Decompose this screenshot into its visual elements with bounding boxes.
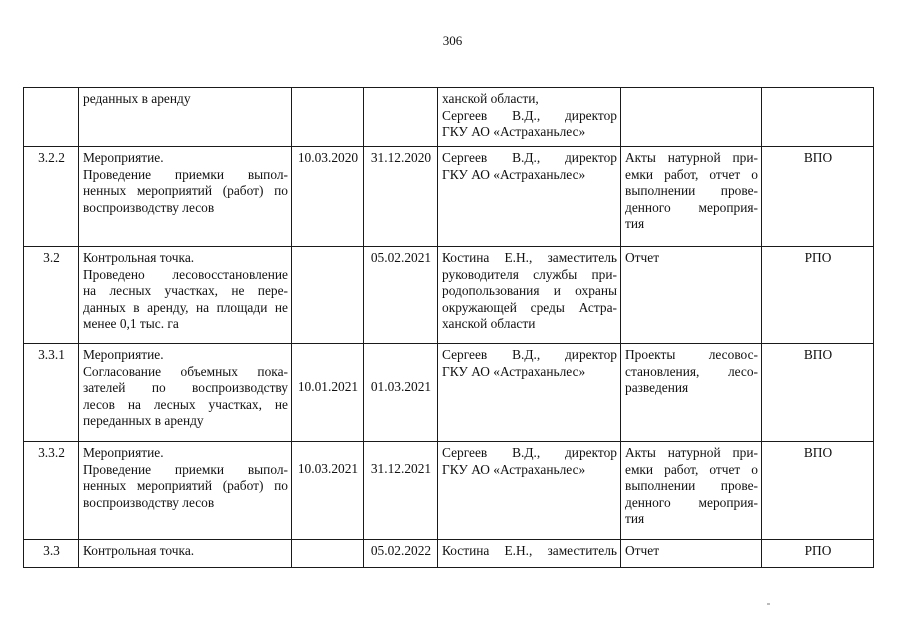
cell-code: ВПО bbox=[762, 147, 874, 247]
responsible-line: Сергеев В.Д., директор bbox=[442, 347, 617, 362]
cell-result bbox=[621, 147, 762, 247]
result-line: выполнении прове- bbox=[625, 183, 758, 198]
table-row bbox=[24, 344, 874, 442]
event-line: Мероприятие. bbox=[83, 347, 164, 362]
result-line: становления, лесо- bbox=[625, 363, 758, 379]
cell-number: 3.2.2 bbox=[24, 147, 79, 247]
cell-code: ВПО bbox=[762, 442, 874, 540]
event-line: Мероприятие. bbox=[83, 150, 164, 165]
result-line: выполнении прове- bbox=[625, 478, 758, 493]
cell-event bbox=[79, 344, 292, 442]
event-line: переданных в аренду bbox=[83, 413, 204, 428]
cell-number bbox=[24, 88, 79, 147]
cell-result bbox=[621, 344, 762, 442]
responsible-line: окружающей среды Астра- bbox=[442, 299, 617, 315]
responsible-line: ГКУ АО «Астраханьлес» bbox=[442, 461, 586, 477]
result-line: емки работ, отчет о bbox=[625, 461, 758, 477]
responsible-line: ханской области, bbox=[442, 91, 539, 106]
table-row bbox=[24, 88, 874, 147]
cell-result bbox=[621, 442, 762, 540]
result-line: Отчет bbox=[625, 543, 660, 558]
result-line: денного мероприя- bbox=[625, 199, 758, 215]
start-date-text: 10.03.2021 bbox=[297, 461, 359, 476]
event-line: Проведение приемки выпол- bbox=[83, 166, 288, 182]
responsible-line: ГКУ АО «Астраханьлес» bbox=[442, 124, 586, 139]
cell-event bbox=[79, 540, 292, 568]
event-line: Контрольная точка. bbox=[83, 250, 195, 265]
scan-speck bbox=[767, 603, 770, 605]
cell-result bbox=[621, 88, 762, 147]
cell-code bbox=[762, 88, 874, 147]
start-date-text: 10.01.2021 bbox=[297, 379, 359, 394]
result-line: разведения bbox=[625, 380, 689, 395]
event-line: на лесных участках, не пере- bbox=[83, 283, 288, 298]
result-line: тия bbox=[625, 511, 645, 526]
table-row bbox=[24, 442, 874, 540]
plan-table bbox=[23, 87, 874, 568]
cell-end-date: 05.02.2021 bbox=[364, 247, 438, 344]
cell-start-date bbox=[292, 442, 364, 540]
cell-start-date bbox=[292, 540, 364, 568]
event-line: зателей по воспроизводству bbox=[83, 380, 288, 395]
result-line: Акты натурной при- bbox=[625, 150, 758, 165]
cell-start-date bbox=[292, 247, 364, 344]
cell-start-date bbox=[292, 88, 364, 147]
end-date-text: 01.03.2021 bbox=[370, 379, 432, 394]
event-line: лесов на лесных участках, не bbox=[83, 396, 288, 412]
event-line: Согласование объемных пока- bbox=[83, 363, 288, 379]
result-line: денного мероприя- bbox=[625, 494, 758, 510]
responsible-line: ГКУ АО «Астраханьлес» bbox=[442, 166, 586, 182]
cell-code: РПО bbox=[762, 540, 874, 568]
cell-start-date bbox=[292, 344, 364, 442]
cell-number: 3.3.1 bbox=[24, 344, 79, 442]
table-row bbox=[24, 540, 874, 568]
event-line: Проведено лесовосстановление bbox=[83, 266, 288, 282]
responsible-line: Сергеев В.Д., директор bbox=[442, 107, 617, 123]
event-line: ненных мероприятий (работ) по bbox=[83, 183, 288, 198]
responsible-line: ханской области bbox=[442, 316, 536, 331]
cell-event bbox=[79, 147, 292, 247]
event-line: Проведение приемки выпол- bbox=[83, 461, 288, 477]
cell-responsible bbox=[438, 540, 621, 568]
responsible-line: Костина Е.Н., заместитель bbox=[442, 250, 617, 265]
end-date-text: 31.12.2021 bbox=[370, 461, 432, 476]
cell-event bbox=[79, 442, 292, 540]
table-row bbox=[24, 147, 874, 247]
cell-number: 3.3.2 bbox=[24, 442, 79, 540]
event-line: Контрольная точка. bbox=[83, 543, 195, 558]
table-body bbox=[24, 88, 874, 568]
cell-code: ВПО bbox=[762, 344, 874, 442]
cell-end-date: 05.02.2022 bbox=[364, 540, 438, 568]
cell-end-date: 31.12.2020 bbox=[364, 147, 438, 247]
event-line: Мероприятие. bbox=[83, 445, 164, 460]
cell-result bbox=[621, 247, 762, 344]
table-row bbox=[24, 247, 874, 344]
responsible-line: руководителя службы при- bbox=[442, 266, 617, 282]
cell-code: РПО bbox=[762, 247, 874, 344]
cell-end-date bbox=[364, 344, 438, 442]
cell-responsible bbox=[438, 344, 621, 442]
event-line: данных в аренду, на площади не bbox=[83, 299, 288, 315]
cell-end-date bbox=[364, 442, 438, 540]
cell-responsible bbox=[438, 247, 621, 344]
result-line: тия bbox=[625, 216, 645, 231]
cell-event bbox=[79, 247, 292, 344]
cell-event bbox=[79, 88, 292, 147]
cell-result bbox=[621, 540, 762, 568]
cell-responsible bbox=[438, 88, 621, 147]
responsible-line: Костина Е.Н., заместитель bbox=[442, 543, 617, 558]
event-line: воспроизводству лесов bbox=[83, 199, 215, 215]
cell-number: 3.3 bbox=[24, 540, 79, 568]
event-line: ненных мероприятий (работ) по bbox=[83, 478, 288, 493]
cell-start-date: 10.03.2020 bbox=[292, 147, 364, 247]
responsible-line: ГКУ АО «Астраханьлес» bbox=[442, 363, 586, 379]
result-line: Отчет bbox=[625, 250, 660, 265]
result-line: Акты натурной при- bbox=[625, 445, 758, 460]
responsible-line: Сергеев В.Д., директор bbox=[442, 445, 617, 460]
result-line: емки работ, отчет о bbox=[625, 166, 758, 182]
responsible-line: Сергеев В.Д., директор bbox=[442, 150, 617, 165]
event-line: воспроизводству лесов bbox=[83, 494, 215, 510]
cell-responsible bbox=[438, 147, 621, 247]
event-line: реданных в аренду bbox=[83, 91, 191, 106]
responsible-line: родопользования и охраны bbox=[442, 283, 617, 298]
event-line: менее 0,1 тыс. га bbox=[83, 316, 179, 331]
result-line: Проекты лесовос- bbox=[625, 347, 758, 362]
cell-responsible bbox=[438, 442, 621, 540]
cell-number: 3.2 bbox=[24, 247, 79, 344]
page-number: 306 bbox=[442, 33, 463, 48]
cell-end-date bbox=[364, 88, 438, 147]
